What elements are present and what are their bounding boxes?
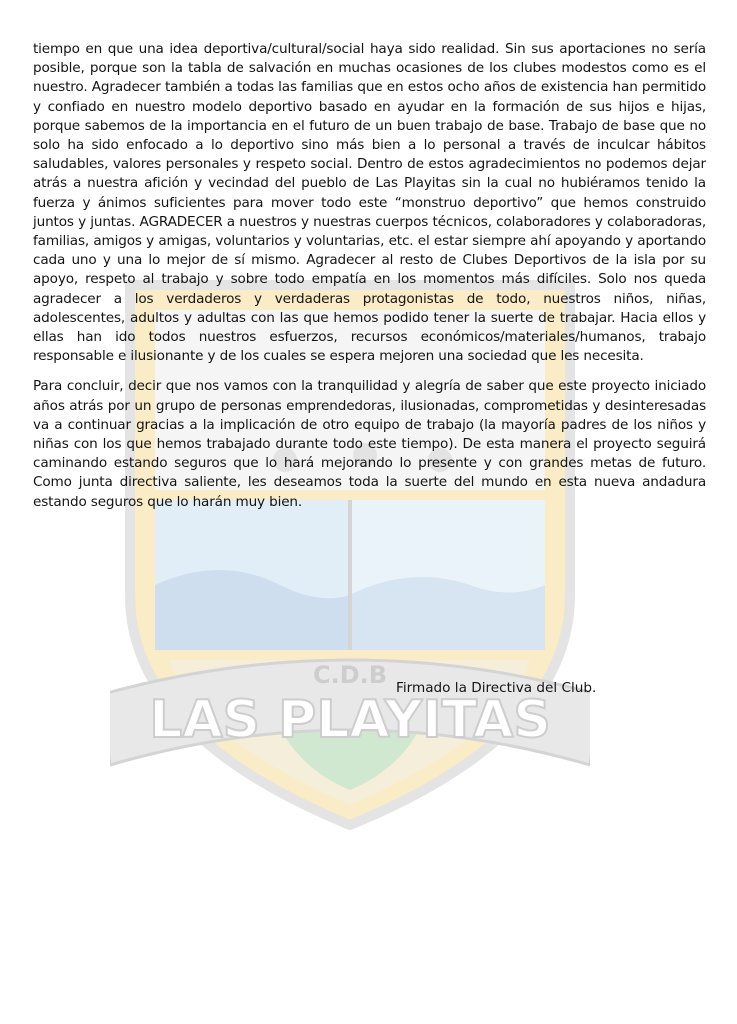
- paragraph-acknowledgements: tiempo en que una idea deportiva/cultural/social haya sido realidad. Sin sus aportaciones no sería posible, porque son la tabla de salvación en muchas ocasiones de los clubes modestos como es el nuestro. Agradecer también a todas las familias que en estos ocho años de existencia han permitido y confiado en nuestro modelo deportivo basado en ayudar en la formación de sus hijos e hijas, porque sabemos de la importancia en el futuro de un buen trabajo de base. Trabajo de base que no solo ha sido enfocado a lo deportivo sino más bien a lo personal a través de inculcar hábitos saludables, valores personales y respeto social. Dentro de estos agradecimientos no podemos dejar atrás a nuestra afición y vecindad del pueblo de Las Playitas sin la cual no hubiéramos tenido la fuerza y ánimos suficientes para mover todo este “monstruo deportivo” que hemos construido juntos y juntas. AGRADECER a nuestros y nuestras cuerpos técnicos, colaboradores y colaboradoras, familias, amigos y amigas, voluntarios y voluntarias, etc. el estar siempre ahí apoyando y aportando cada uno y una lo mejor de sí mismo. Agradecer al resto de Clubes Deportivos de la isla por su apoyo, respeto al trabajo y sobre todo empatía en los momentos más difíciles. Solo nos queda agradecer a los verdaderos y verdaderas protagonistas de todo, nuestros niños, niñas, adolescentes, adultos y adultas con las que hemos podido tener la suerte de trabajar. Hacia ellos y ellas han ido todos nuestros esfuerzos, recursos económicos/materiales/humanos, trabajo responsable e ilusionante y de los cuales se espera mejoren una sociedad que les necesita.: [33, 41, 706, 365]
- letter-body: [33, 40, 706, 512]
- signature-line: Firmado la Directiva del Club.: [396, 680, 597, 696]
- crest-top-text: C.D.B: [312, 661, 388, 689]
- crest-banner-text: LAS PLAYITAS: [149, 690, 551, 750]
- paragraph-conclusion: Para concluir, decir que nos vamos con la tranquilidad y alegría de saber que este proyecto iniciado años atrás por un grupo de personas emprendedoras, ilusionadas, comprometidas y desinteresadas va a continuar gracias a la implicación de otro equipo de trabajo (la mayoría padres de los niños y niñas con los que hemos trabajado durante todo este tiempo). De esta manera el proyecto seguirá caminando estando seguros que lo hará mejorando lo presente y con grandes metas de futuro. Como junta directiva saliente, les deseamos toda la suerte del mundo en esta nueva andadura estando seguros que lo harán muy bien.: [33, 378, 706, 510]
